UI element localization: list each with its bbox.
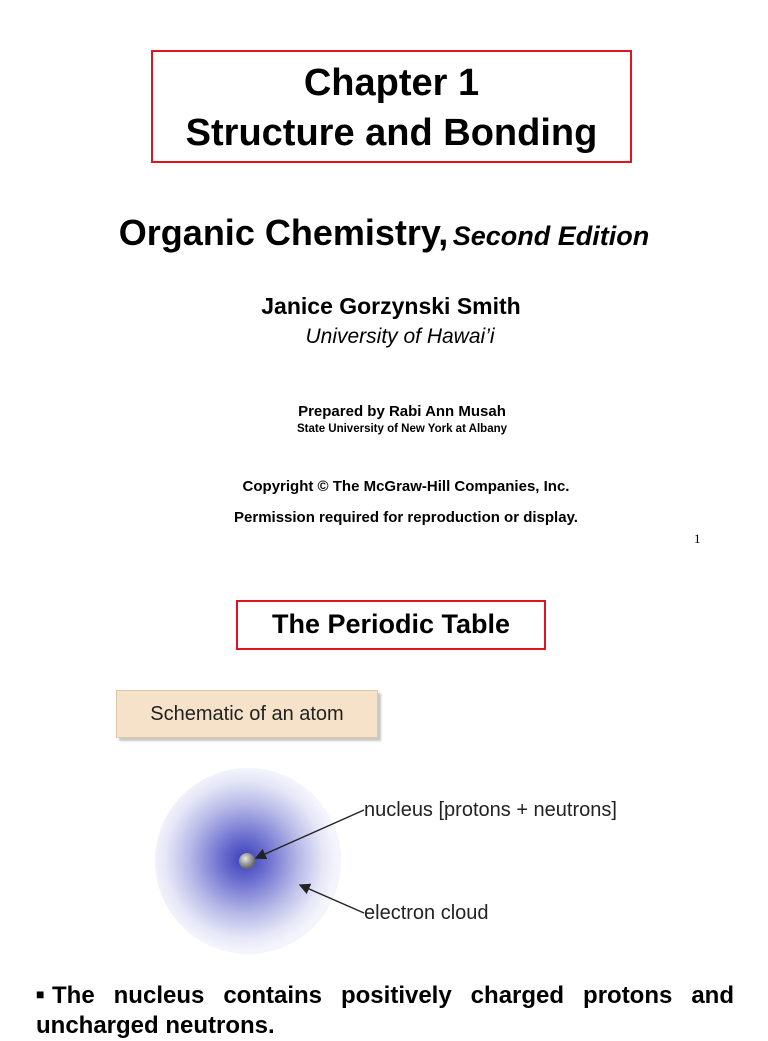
periodic-table-title: The Periodic Table — [236, 600, 546, 650]
atom-diagram — [150, 765, 360, 965]
book-edition: Second Edition — [452, 221, 650, 251]
bullet-item — [36, 979, 734, 1041]
figure-label: Schematic of an atom — [116, 690, 378, 738]
bullet-icon: ■ — [36, 986, 45, 1002]
page-number: 1 — [694, 531, 701, 546]
book-title-line — [0, 212, 768, 254]
chapter-title-box — [151, 50, 632, 163]
nucleus-label: nucleus [protons + neutrons] — [364, 799, 617, 821]
author-university: University of Hawai’i — [305, 325, 495, 348]
book-title: Organic Chemistry, — [118, 212, 449, 253]
preparer-institution: State University of New York at Albany — [296, 423, 508, 435]
prepared-by: Prepared by Rabi Ann Musah — [298, 403, 506, 420]
nucleus — [239, 853, 255, 869]
chapter-number: Chapter 1 — [303, 62, 480, 104]
electron-cloud-label: electron cloud — [364, 902, 489, 924]
chapter-title: Structure and Bonding — [185, 112, 598, 154]
bullet-text: The nucleus contains positively charged protons and uncharged neutrons. — [36, 982, 734, 1039]
permission-notice: Permission required for reproduction or display. — [234, 509, 578, 526]
author-name: Janice Gorzynski Smith — [261, 293, 521, 319]
copyright-notice: Copyright © The McGraw-Hill Companies, Inc. — [242, 478, 570, 495]
